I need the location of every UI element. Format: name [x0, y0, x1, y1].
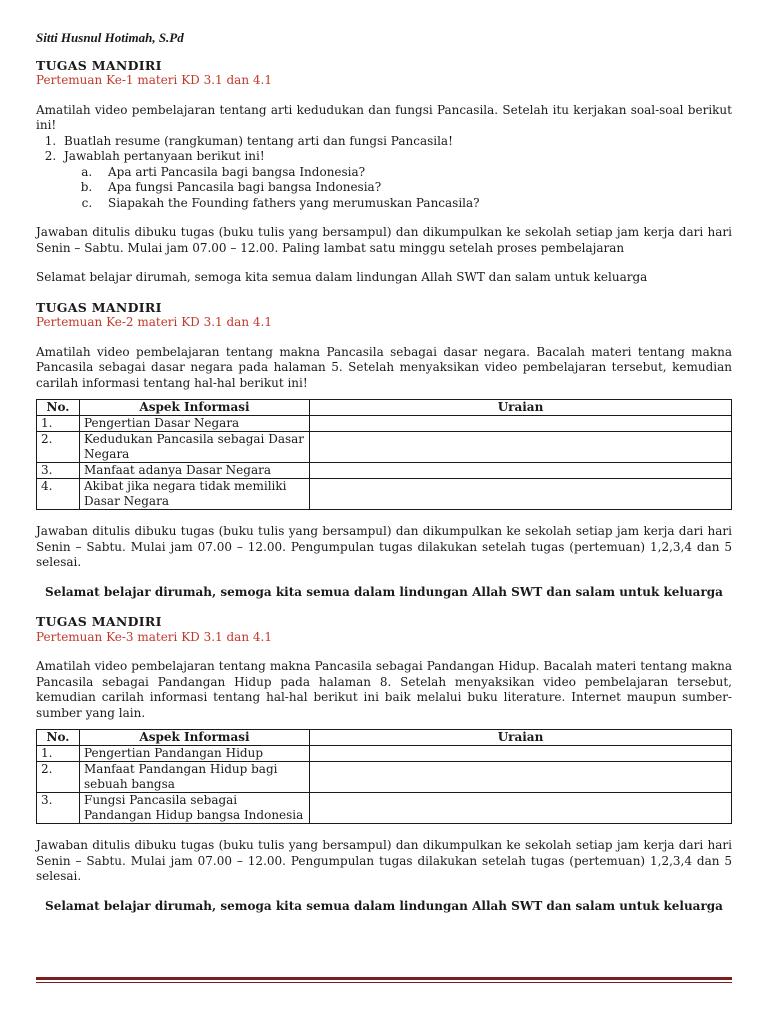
section-subtitle: Pertemuan Ke-2 materi KD 3.1 dan 4.1: [36, 315, 272, 329]
footer-divider: [36, 977, 732, 980]
section-closing: Selamat belajar dirumah, semoga kita semua dalam lindungan Allah SWT dan salam untuk keluarga: [45, 898, 723, 913]
question-list: [64, 165, 732, 212]
cell-aspek: Manfaat adanya Dasar Negara: [80, 463, 310, 479]
header-uraian: Uraian: [310, 400, 732, 416]
table-row: [37, 416, 732, 432]
section-title: TUGAS MANDIRI: [36, 614, 162, 629]
table-header-row: [37, 730, 732, 746]
cell-no: 2.: [37, 762, 80, 793]
table-header-row: [37, 400, 732, 416]
section-intro: Amatilah video pembelajaran tentang arti kedudukan dan fungsi Pancasila. Setelah itu kerjakan soal-soal berikut ini!: [36, 102, 732, 132]
list-item: 1. Buatlah resume (rangkuman) tentang arti dan fungsi Pancasila!: [60, 134, 732, 150]
cell-aspek: Fungsi Pancasila sebagai Pandangan Hidup bangsa Indonesia: [80, 793, 310, 824]
cell-aspek: Pengertian Dasar Negara: [80, 416, 310, 432]
document-page: [36, 30, 732, 914]
table-row: [37, 479, 732, 510]
section-subtitle: Pertemuan Ke-3 materi KD 3.1 dan 4.1: [36, 629, 272, 644]
table-row: [37, 762, 732, 793]
cell-no: 1.: [37, 416, 80, 432]
author-name: Sitti Husnul Hotimah, S.Pd: [36, 30, 184, 45]
cell-uraian: [310, 432, 732, 463]
section-title: TUGAS MANDIRI: [36, 299, 162, 315]
section-title: TUGAS MANDIRI: [36, 57, 162, 73]
cell-aspek: Akibat jika negara tidak memiliki Dasar Negara: [80, 479, 310, 510]
table-row: [37, 793, 732, 824]
question-item: c. Siapakah the Founding fathers yang merumuskan Pancasila?: [96, 196, 732, 212]
table-row: [37, 463, 732, 479]
task-list: [36, 134, 732, 212]
header-aspek: Aspek Informasi: [80, 400, 310, 416]
header-uraian: Uraian: [310, 730, 732, 746]
section-note: Jawaban ditulis dibuku tugas (buku tulis yang bersampul) dan dikumpulkan ke sekolah setiap jam kerja dari hari Senin – Sabtu. Mulai jam 07.00 – 12.00. Pengumpulan tugas dilakukan setelah tugas (pertemuan) 1,2,3,4 dan 5 selesai.: [36, 524, 732, 569]
header-no: No.: [37, 730, 80, 746]
header-no: No.: [37, 400, 80, 416]
question-item: a. Apa arti Pancasila bagi bangsa Indonesia?: [96, 165, 732, 181]
section-1: [36, 58, 732, 300]
cell-uraian: [310, 463, 732, 479]
section-closing: Selamat belajar dirumah, semoga kita semua dalam lindungan Allah SWT dan salam untuk keluarga: [36, 270, 648, 284]
section-2: [36, 300, 732, 615]
header-aspek: Aspek Informasi: [80, 730, 310, 746]
cell-uraian: [310, 746, 732, 762]
list-item: [60, 149, 732, 211]
section-3: [36, 614, 732, 914]
cell-uraian: [310, 762, 732, 793]
section-intro: Amatilah video pembelajaran tentang makna Pancasila sebagai Pandangan Hidup. Bacalah materi tentang makna Pancasila sebagai Pandangan Hidup pada halaman 8. Setelah menyaksikan video pembelajaran tersebut, kemudian carilah informasi tentang hal-hal berikut ini baik melalui buku literature. Internet maupun sumber-sumber yang lain.: [36, 659, 732, 720]
question-item: b. Apa fungsi Pancasila bagi bangsa Indonesia?: [96, 180, 732, 196]
section-note: Jawaban ditulis dibuku tugas (buku tulis yang bersampul) dan dikumpulkan ke sekolah setiap jam kerja dari hari Senin – Sabtu. Mulai jam 07.00 – 12.00. Pengumpulan tugas dilakukan setelah tugas (pertemuan) 1,2,3,4 dan 5 selesai.: [36, 838, 732, 883]
cell-uraian: [310, 416, 732, 432]
cell-no: 1.: [37, 746, 80, 762]
cell-no: 3.: [37, 793, 80, 824]
section-note: Jawaban ditulis dibuku tugas (buku tulis yang bersampul) dan dikumpulkan ke sekolah setiap jam kerja dari hari Senin – Sabtu. Mulai jam 07.00 – 12.00. Paling lambat satu minggu setelah proses pembelajaran: [36, 225, 732, 255]
info-table: [36, 399, 732, 510]
cell-uraian: [310, 479, 732, 510]
section-closing: Selamat belajar dirumah, semoga kita semua dalam lindungan Allah SWT dan salam untuk keluarga: [45, 584, 723, 599]
cell-uraian: [310, 793, 732, 824]
cell-no: 3.: [37, 463, 80, 479]
cell-no: 2.: [37, 432, 80, 463]
list-item-text: Jawablah pertanyaan berikut ini!: [64, 149, 265, 163]
cell-aspek: Kedudukan Pancasila sebagai Dasar Negara: [80, 432, 310, 463]
footer-divider-thin: [36, 982, 732, 983]
cell-aspek: Manfaat Pandangan Hidup bagi sebuah bangsa: [80, 762, 310, 793]
table-row: [37, 432, 732, 463]
cell-no: 4.: [37, 479, 80, 510]
cell-aspek: Pengertian Pandangan Hidup: [80, 746, 310, 762]
section-intro: Amatilah video pembelajaran tentang makna Pancasila sebagai dasar negara. Bacalah materi tentang makna Pancasila sebagai dasar negara pada halaman 5. Setelah menyaksikan video pembelajaran tersebut, kemudian carilah informasi tentang hal-hal berikut ini!: [36, 344, 732, 390]
info-table: [36, 729, 732, 824]
section-subtitle: Pertemuan Ke-1 materi KD 3.1 dan 4.1: [36, 73, 272, 87]
table-row: [37, 746, 732, 762]
